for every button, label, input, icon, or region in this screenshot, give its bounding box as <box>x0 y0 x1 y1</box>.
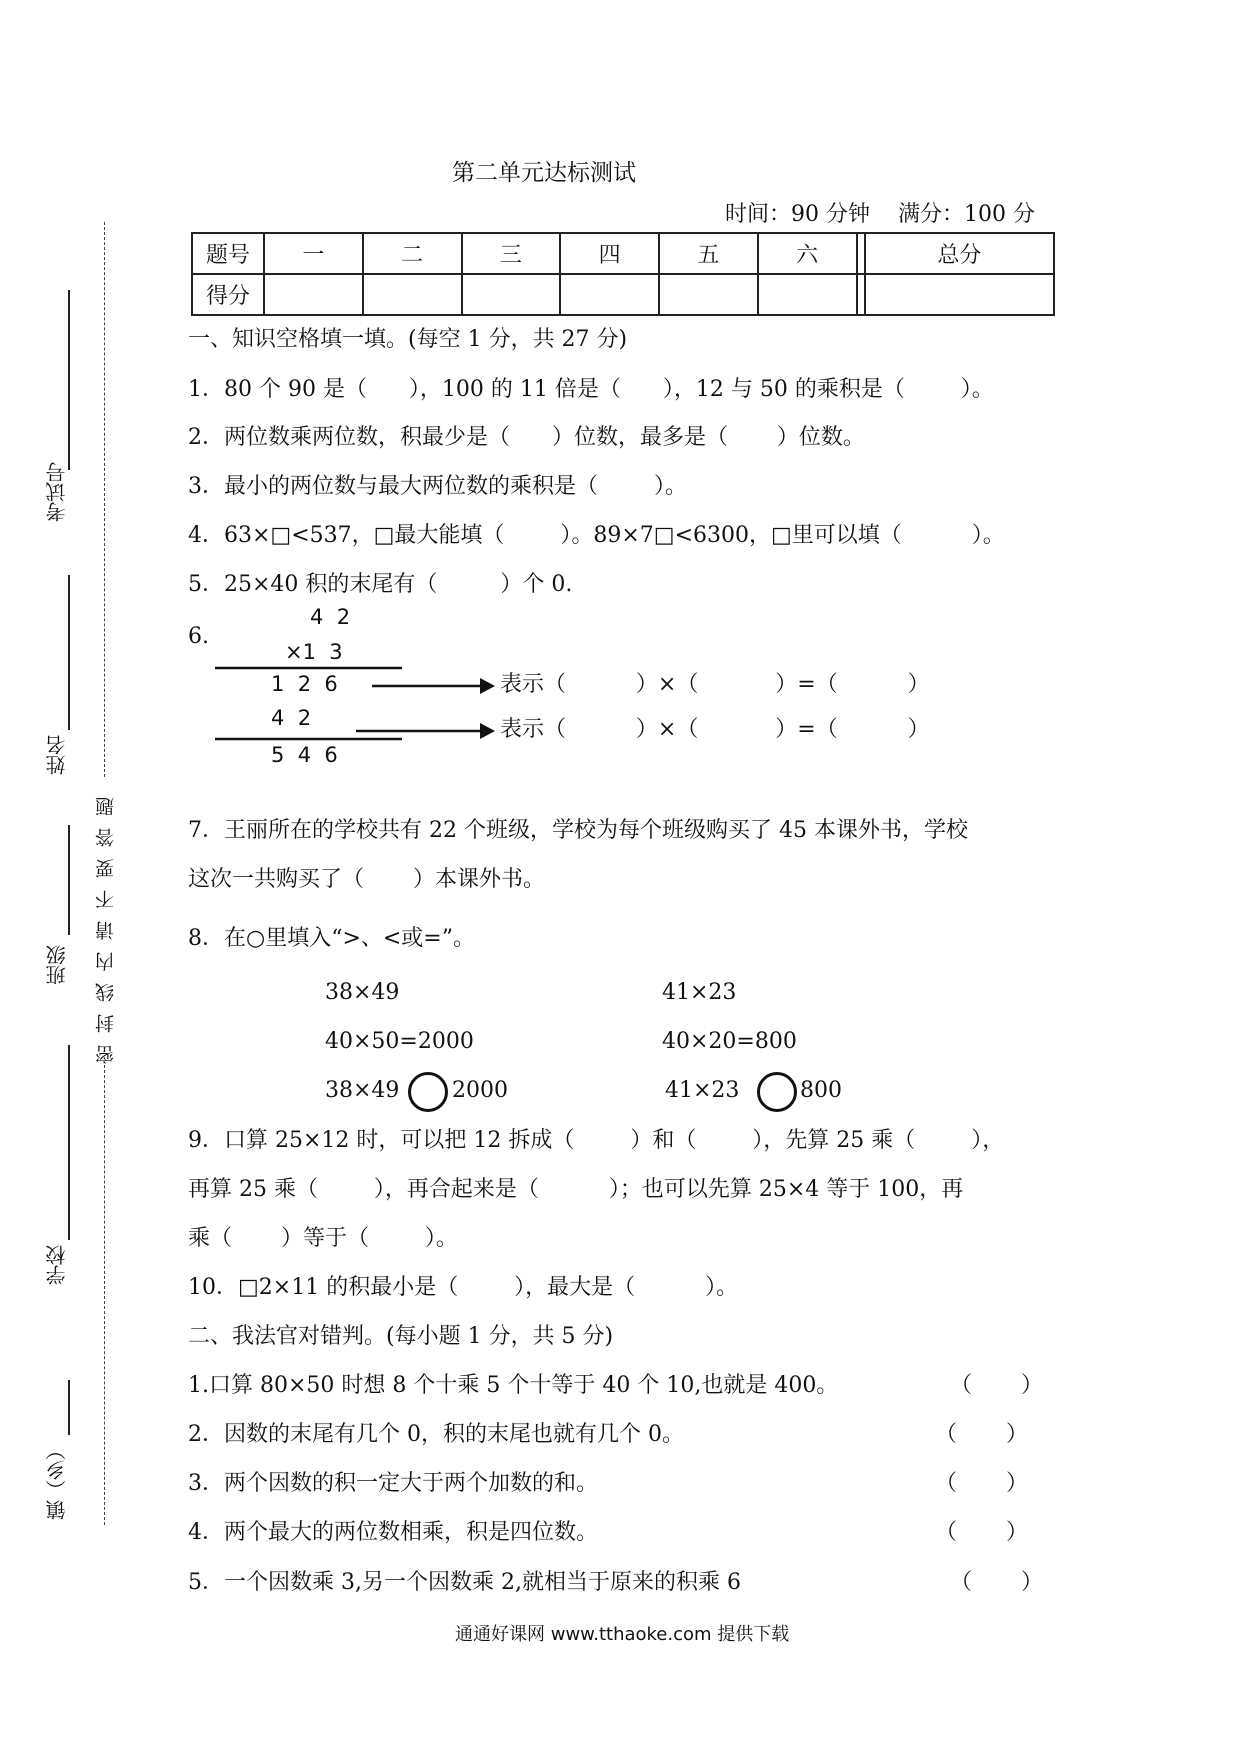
q8-expr-b2: 40×20=800 <box>662 1029 797 1054</box>
q6-multiplicand: 4 2 <box>310 605 351 629</box>
name-label: 姓名 <box>45 735 69 775</box>
judge-item-3: 3．两个因数的积一定大于两个加数的和。 <box>188 1471 598 1496</box>
judge-item-1: 1.口算 80×50 时想 8 个十乘 5 个十等于 40 个 10,也就是 400。 <box>188 1373 839 1398</box>
question-8: 8．在○里填入“>、<或=”。 <box>188 926 475 951</box>
q8-expr-a2: 40×50=2000 <box>325 1029 474 1054</box>
q8-expr-b3-right: 800 <box>800 1078 842 1103</box>
table-cell: 得分 <box>192 274 264 315</box>
q6-result: 5 4 6 <box>271 743 338 767</box>
question-1: 1．80 个 90 是（ ），100 的 11 倍是（ ），12 与 50 的乘积是（ ）。 <box>188 377 994 402</box>
section1-heading: 一、知识空格填一填。(每空 1 分，共 27 分) <box>188 327 628 352</box>
time-info: 时间：90 分钟 满分：100 分 <box>725 202 1035 227</box>
q6-partial-1: 1 2 6 <box>271 672 338 696</box>
class-label: 班级 <box>45 945 69 985</box>
q6-multiplier: ×1 3 <box>285 640 343 664</box>
q8-expr-a1: 38×49 <box>325 980 400 1005</box>
seal-notice: 密封线内请不要答题 <box>95 785 117 1064</box>
page-title: 第二单元达标测试 <box>452 160 636 186</box>
school-label: 学校 <box>45 1245 69 1285</box>
q8-expr-a3-right: 2000 <box>452 1078 508 1103</box>
judge-answer-1[interactable]: （ ） <box>950 1373 1043 1398</box>
table-cell: 二 <box>363 233 462 274</box>
q6-partial-2: 4 2 <box>271 706 312 730</box>
footer-credit: 通通好课网 www.tthaoke.com 提供下载 <box>455 1624 790 1645</box>
town-label: 镇（乡） <box>45 1440 69 1520</box>
judge-item-4: 4．两个最大的两位数相乘，积是四位数。 <box>188 1520 598 1545</box>
table-cell: 五 <box>659 233 758 274</box>
q8-compare-circle-2[interactable] <box>757 1072 797 1112</box>
table-cell: 六 <box>758 233 857 274</box>
table-cell: 总分 <box>865 233 1054 274</box>
table-cell: 三 <box>462 233 561 274</box>
judge-answer-3[interactable]: （ ） <box>935 1471 1028 1496</box>
q8-expr-a3-left: 38×49 <box>325 1078 400 1103</box>
question-7-line2: 这次一共购买了（ ）本课外书。 <box>188 867 545 892</box>
table-cell: 题号 <box>192 233 264 274</box>
question-9-line1: 9．口算 25×12 时，可以把 12 拆成（ ）和（ ），先算 25 乘（ ）， <box>188 1128 1005 1153</box>
judge-answer-5[interactable]: （ ） <box>950 1570 1043 1595</box>
question-5: 5．25×40 积的末尾有（ ）个 0. <box>188 572 573 597</box>
question-9-line2: 再算 25 乘（ ），再合起来是（ ）；也可以先算 25×4 等于 100，再 <box>188 1177 964 1202</box>
section2-heading: 二、我法官对错判。(每小题 1 分，共 5 分) <box>188 1324 614 1349</box>
question-6-label: 6. <box>188 624 209 649</box>
question-4: 4．63×□<537，□最大能填（ ）。89×7□<6300，□里可以填（ ）。 <box>188 523 1005 548</box>
judge-answer-2[interactable]: （ ） <box>935 1422 1028 1447</box>
table-cell: 四 <box>560 233 659 274</box>
q6-arrow-2-head <box>480 723 495 739</box>
judge-item-2: 2．因数的末尾有几个 0，积的末尾也就有几个 0。 <box>188 1422 684 1447</box>
q8-expr-b3-left: 41×23 <box>665 1078 740 1103</box>
q8-expr-b1: 41×23 <box>662 980 737 1005</box>
exam-no-label: 考试号 <box>45 462 69 522</box>
question-7-line1: 7．王丽所在的学校共有 22 个班级，学校为每个班级购买了 45 本课外书，学校 <box>188 818 968 843</box>
q8-compare-circle-1[interactable] <box>408 1072 448 1112</box>
q6-explain-2: 表示（ ）×（ ）=（ ） <box>500 717 930 742</box>
q6-arrow-1-head <box>480 678 495 694</box>
table-cell: 一 <box>264 233 363 274</box>
question-3: 3．最小的两位数与最大两位数的乘积是（ ）。 <box>188 474 687 499</box>
q6-explain-1: 表示（ ）×（ ）=（ ） <box>500 672 930 697</box>
judge-answer-4[interactable]: （ ） <box>935 1520 1028 1545</box>
question-2: 2．两位数乘两位数，积最少是（ ）位数，最多是（ ）位数。 <box>188 425 865 450</box>
question-10: 10．□2×11 的积最小是（ ），最大是（ ）。 <box>188 1275 739 1300</box>
judge-item-5: 5．一个因数乘 3,另一个因数乘 2,就相当于原来的积乘 6 <box>188 1570 741 1595</box>
question-9-line3: 乘（ ）等于（ ）。 <box>188 1226 458 1251</box>
